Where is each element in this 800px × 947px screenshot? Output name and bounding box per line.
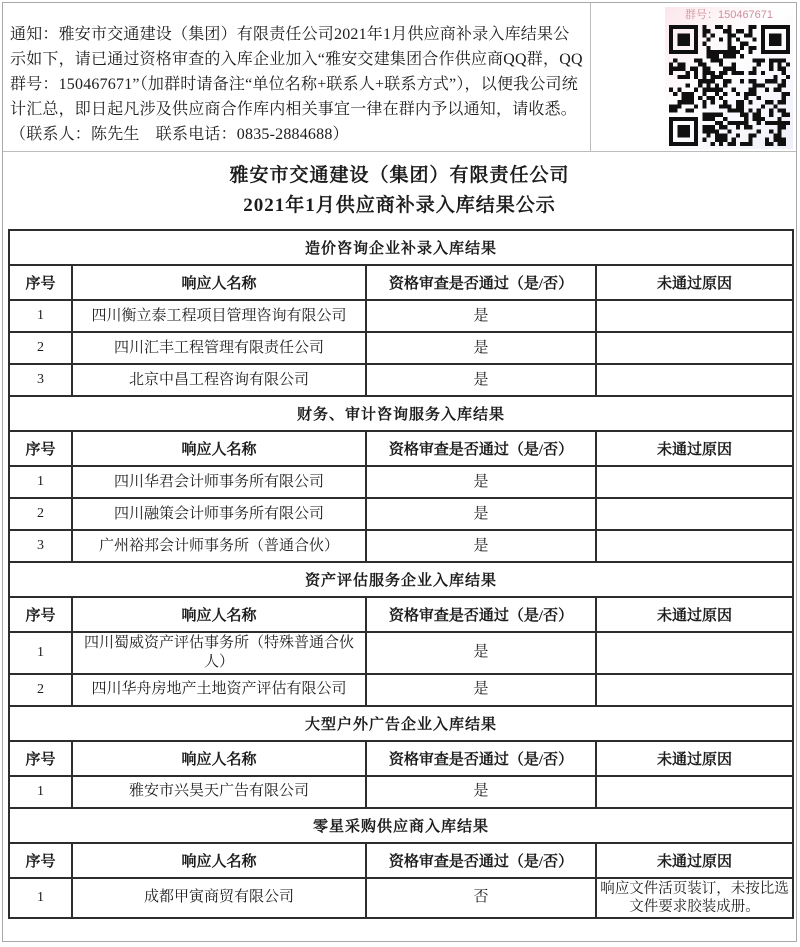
respondent-name: 四川华舟房地产土地资产评估有限公司 xyxy=(72,674,366,706)
column-header: 资格审查是否通过（是/否） xyxy=(366,431,596,466)
qualification-passed: 是 xyxy=(366,364,596,396)
section-row xyxy=(9,230,793,265)
qualification-passed: 是 xyxy=(366,332,596,364)
column-header: 资格审查是否通过（是/否） xyxy=(366,843,596,878)
table-row xyxy=(9,530,793,562)
column-header: 响应人名称 xyxy=(72,431,366,466)
row-index: 3 xyxy=(9,530,72,562)
qualification-passed: 是 xyxy=(366,530,596,562)
column-header: 序号 xyxy=(9,431,72,466)
column-header: 响应人名称 xyxy=(72,265,366,300)
notice-row xyxy=(3,3,796,152)
section-title: 财务、审计咨询服务入库结果 xyxy=(9,396,793,431)
column-header-row xyxy=(9,431,793,466)
section-row xyxy=(9,562,793,597)
column-header: 资格审查是否通过（是/否） xyxy=(366,265,596,300)
section-title: 造价咨询企业补录入库结果 xyxy=(9,230,793,265)
table-row xyxy=(9,332,793,364)
respondent-name: 广州裕邦会计师事务所（普通合伙） xyxy=(72,530,366,562)
qualification-passed: 是 xyxy=(366,498,596,530)
table-row xyxy=(9,776,793,808)
respondent-name: 四川汇丰工程管理有限责任公司 xyxy=(72,332,366,364)
column-header-row xyxy=(9,741,793,776)
respondent-name: 四川融策会计师事务所有限公司 xyxy=(72,498,366,530)
fail-reason xyxy=(596,466,793,498)
qualification-passed: 是 xyxy=(366,674,596,706)
fail-reason xyxy=(596,498,793,530)
row-index: 1 xyxy=(9,300,72,332)
document-title-line1: 雅安市交通建设（集团）有限责任公司 xyxy=(229,164,570,186)
row-index: 1 xyxy=(9,878,72,918)
column-header: 未通过原因 xyxy=(596,741,793,776)
column-header: 未通过原因 xyxy=(596,843,793,878)
table-row xyxy=(9,498,793,530)
qualification-passed: 是 xyxy=(366,466,596,498)
table-row xyxy=(9,878,793,918)
table-row xyxy=(9,632,793,674)
column-header: 未通过原因 xyxy=(596,431,793,466)
notice-text: 通知：雅安市交通建设（集团）有限责任公司2021年1月供应商补录入库结果公示如下，请已通过资格审查的入库企业加入“雅安交建集团合作供应商QQ群，QQ群号：150467671”（加群时请备注“单位名称+联系人+联系方式”），以便我公司统计汇总，即日起凡涉及供应商合作库内相关事宜一律在群内予以通知，请收悉。（联系人：陈先生 联系电话：0835-2884688） xyxy=(3,3,591,151)
column-header-row xyxy=(9,843,793,878)
respondent-name: 成都甲寅商贸有限公司 xyxy=(72,878,366,918)
qr-group-number-label: 群号：150467671 xyxy=(684,9,774,21)
section-title: 大型户外广告企业入库结果 xyxy=(9,706,793,741)
fail-reason xyxy=(596,530,793,562)
row-index: 1 xyxy=(9,776,72,808)
qr-cell xyxy=(591,3,796,151)
table-row xyxy=(9,466,793,498)
column-header-row xyxy=(9,597,793,632)
table-row xyxy=(9,300,793,332)
fail-reason: 响应文件活页装订，未按比选文件要求胶装成册。 xyxy=(596,878,793,918)
column-header: 响应人名称 xyxy=(72,597,366,632)
respondent-name: 四川华君会计师事务所有限公司 xyxy=(72,466,366,498)
document-page xyxy=(2,2,797,942)
qr-code-icon xyxy=(669,25,790,146)
fail-reason xyxy=(596,674,793,706)
respondent-name: 北京中昌工程咨询有限公司 xyxy=(72,364,366,396)
respondent-name: 雅安市兴昊天广告有限公司 xyxy=(72,776,366,808)
results-table xyxy=(8,229,794,919)
column-header: 资格审查是否通过（是/否） xyxy=(366,597,596,632)
row-index: 1 xyxy=(9,466,72,498)
column-header: 序号 xyxy=(9,843,72,878)
table-row xyxy=(9,674,793,706)
column-header: 序号 xyxy=(9,741,72,776)
section-row xyxy=(9,396,793,431)
column-header: 响应人名称 xyxy=(72,843,366,878)
column-header: 未通过原因 xyxy=(596,265,793,300)
column-header: 未通过原因 xyxy=(596,597,793,632)
column-header: 响应人名称 xyxy=(72,741,366,776)
fail-reason xyxy=(596,632,793,674)
fail-reason xyxy=(596,332,793,364)
section-row xyxy=(9,706,793,741)
fail-reason xyxy=(596,300,793,332)
row-index: 2 xyxy=(9,498,72,530)
section-title: 资产评估服务企业入库结果 xyxy=(9,562,793,597)
qualification-passed: 是 xyxy=(366,632,596,674)
column-header: 序号 xyxy=(9,597,72,632)
qualification-passed: 是 xyxy=(366,300,596,332)
row-index: 2 xyxy=(9,674,72,706)
document-title-line2: 2021年1月供应商补录入库结果公示 xyxy=(243,194,556,216)
table-row xyxy=(9,364,793,396)
fail-reason xyxy=(596,364,793,396)
qualification-passed: 是 xyxy=(366,776,596,808)
column-header: 序号 xyxy=(9,265,72,300)
respondent-name: 四川衡立泰工程项目管理咨询有限公司 xyxy=(72,300,366,332)
document-title xyxy=(3,152,796,229)
column-header-row xyxy=(9,265,793,300)
row-index: 1 xyxy=(9,632,72,674)
section-title: 零星采购供应商入库结果 xyxy=(9,808,793,843)
respondent-name: 四川蜀威资产评估事务所（特殊普通合伙人） xyxy=(72,632,366,674)
column-header: 资格审查是否通过（是/否） xyxy=(366,741,596,776)
qualification-passed: 否 xyxy=(366,878,596,918)
section-row xyxy=(9,808,793,843)
fail-reason xyxy=(596,776,793,808)
row-index: 3 xyxy=(9,364,72,396)
qq-group-qr-image xyxy=(665,7,793,149)
row-index: 2 xyxy=(9,332,72,364)
